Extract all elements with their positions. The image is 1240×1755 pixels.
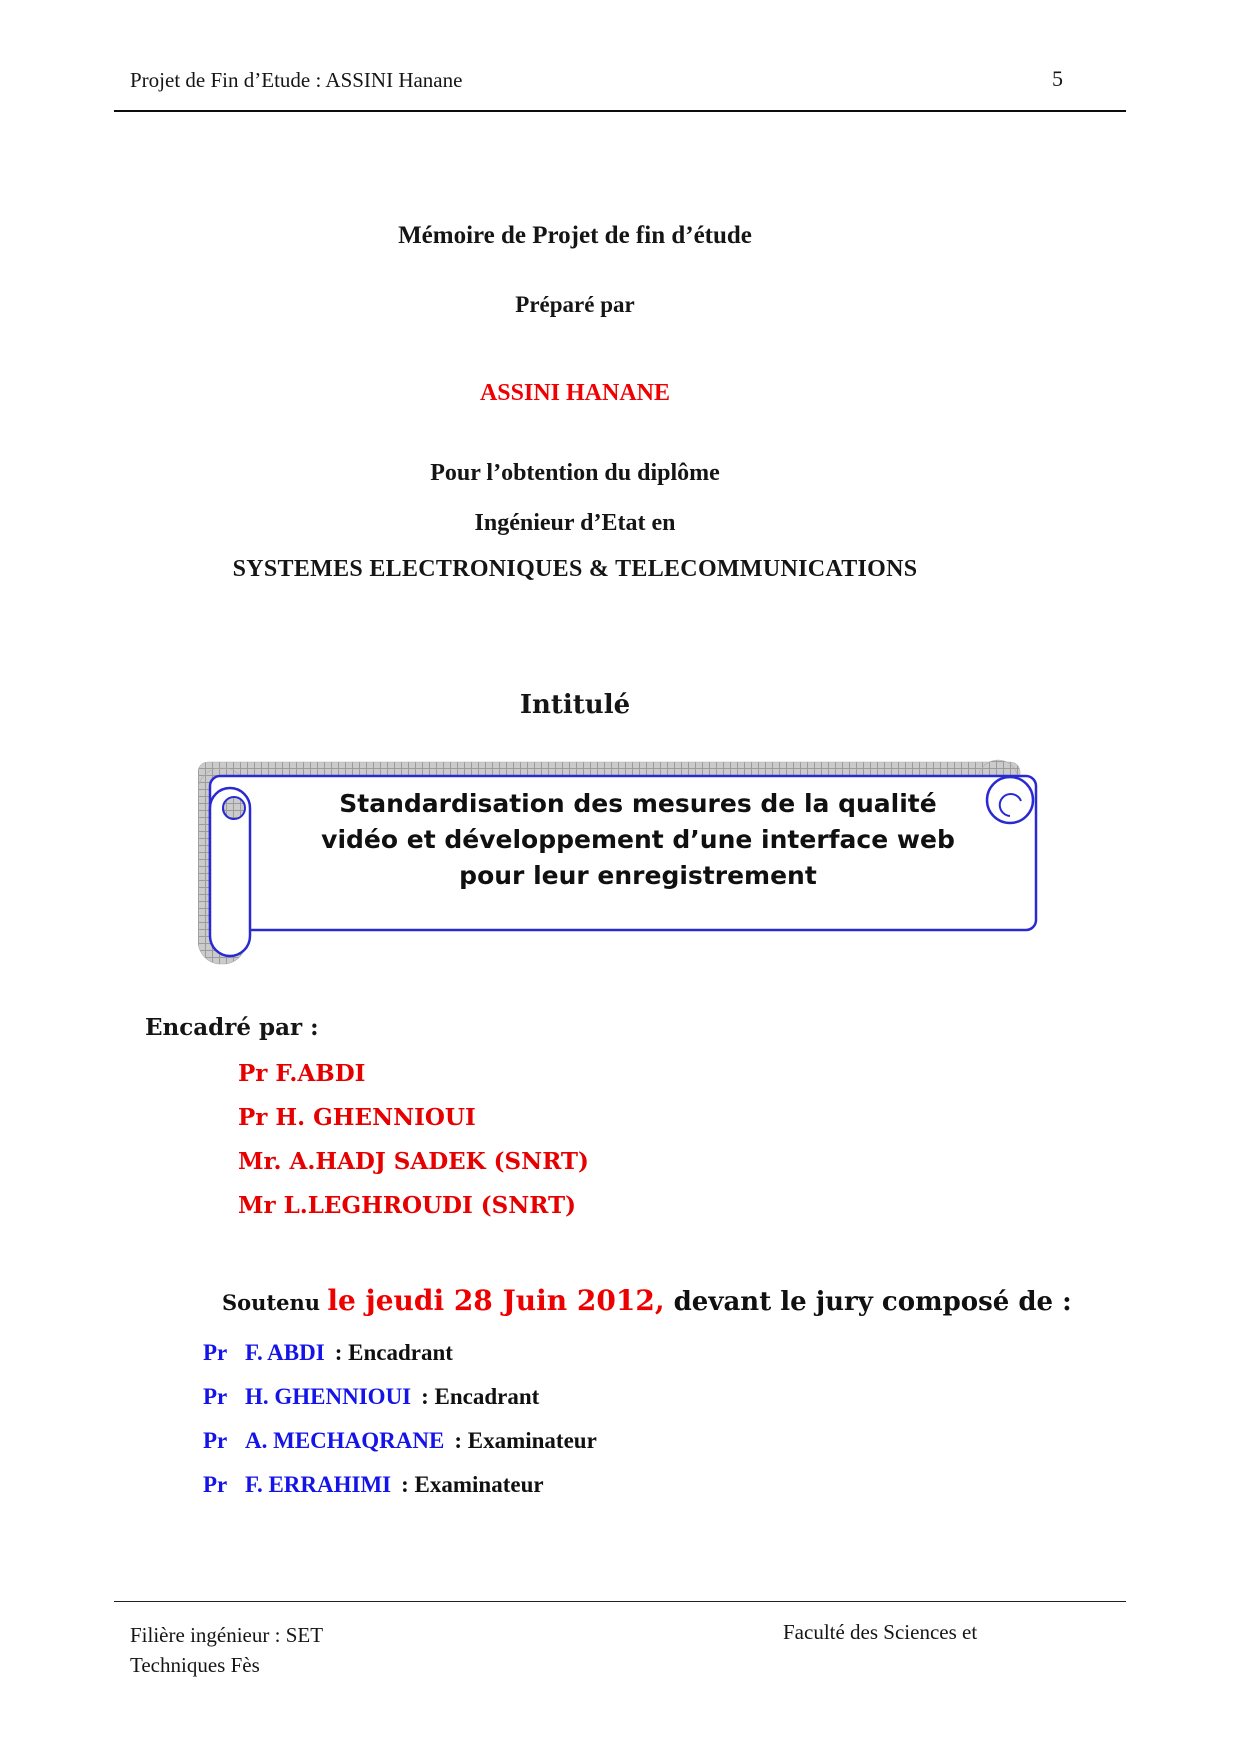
memoire-title: Mémoire de Projet de fin d’étude xyxy=(398,222,752,249)
author-name: ASSINI HANANE xyxy=(479,380,671,406)
jury-name: A. MECHAQRANE xyxy=(245,1428,445,1453)
footer-right: Faculté des Sciences et xyxy=(783,1620,978,1644)
thesis-title-line-2: vidéo et développement d’une interface web xyxy=(321,825,955,854)
footer-left-line-2: Techniques Fès xyxy=(130,1653,260,1677)
jury-name: H. GHENNIOUI xyxy=(245,1384,412,1409)
jury-row xyxy=(203,1340,597,1370)
program-name: SYSTEMES ELECTRONIQUES & TELECOMMUNICATIONS xyxy=(232,556,918,582)
jury-role: : Examinateur xyxy=(454,1428,597,1453)
supervisor-name: Mr. A.HADJ SADEK (SNRT) xyxy=(238,1148,589,1175)
footer-left xyxy=(130,1620,323,1680)
defense-prefix: Soutenu xyxy=(222,1290,328,1315)
jury-row xyxy=(203,1472,597,1502)
jury-row xyxy=(203,1428,597,1458)
jury-title: Pr xyxy=(203,1428,228,1453)
jury-role: : Examinateur xyxy=(401,1472,544,1497)
defense-suffix: devant le jury composé de : xyxy=(664,1287,1072,1317)
jury-title: Pr xyxy=(203,1472,228,1497)
jury-role: : Encadrant xyxy=(421,1384,540,1409)
page-number: 5 xyxy=(1052,66,1063,91)
footer-left-line-1: Filière ingénieur : SET xyxy=(130,1623,324,1647)
prepared-by-label: Préparé par xyxy=(515,292,635,317)
supervisor-name: Mr L.LEGHROUDI (SNRT) xyxy=(238,1192,576,1219)
defense-date: le jeudi 28 Juin 2012, xyxy=(327,1284,665,1317)
jury-title: Pr xyxy=(203,1384,228,1409)
supervisors-list xyxy=(238,1060,589,1236)
thesis-title-banner xyxy=(198,754,1058,994)
jury-role: : Encadrant xyxy=(334,1340,453,1365)
thesis-title xyxy=(248,786,1028,894)
diploma-line-2: Ingénieur d’Etat en xyxy=(474,510,676,536)
jury-title: Pr xyxy=(203,1340,228,1365)
thesis-title-line-3: pour leur enregistrement xyxy=(459,861,817,890)
jury-list xyxy=(203,1340,597,1516)
supervisor-name: Pr H. GHENNIOUI xyxy=(238,1104,476,1131)
header-rule xyxy=(114,110,1126,112)
thesis-title-line-1: Standardisation des mesures de la qualité xyxy=(339,789,937,818)
running-header-title: Projet de Fin d’Etude : ASSINI Hanane xyxy=(130,68,463,92)
footer-rule xyxy=(114,1601,1126,1602)
jury-row xyxy=(203,1384,597,1414)
diploma-line-1: Pour l’obtention du diplôme xyxy=(430,460,720,486)
supervisor-name: Pr F.ABDI xyxy=(238,1060,366,1087)
intitule-label: Intitulé xyxy=(519,690,631,720)
jury-name: F. ABDI xyxy=(245,1340,325,1365)
jury-name: F. ERRAHIMI xyxy=(245,1472,392,1497)
supervisors-label: Encadré par : xyxy=(145,1014,319,1041)
defense-line xyxy=(222,1284,1072,1317)
